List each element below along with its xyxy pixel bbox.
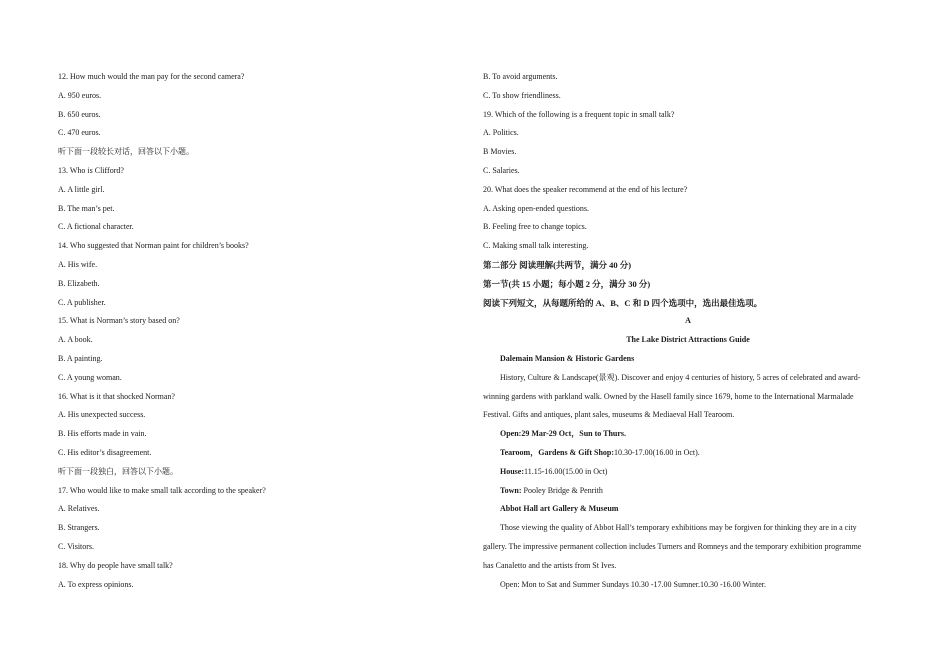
option-16b: B. His efforts made in vain. bbox=[58, 429, 147, 439]
option-13b: B. The man’s pet. bbox=[58, 203, 115, 213]
right-column bbox=[483, 72, 893, 598]
attraction-1-tearoom bbox=[483, 448, 893, 467]
option-14a: A. His wife. bbox=[58, 259, 98, 269]
question-12: 12. How much would the man pay for the second camera? bbox=[58, 72, 245, 81]
option-15a: A. A book. bbox=[58, 335, 93, 345]
attraction-1-desc-line-3: Festival. Gifts and antiques, plant sales, museums & Mediaeval Hall Tearoom. bbox=[483, 410, 735, 420]
attraction-2-name: Abbot Hall art Gallery & Museum bbox=[500, 504, 619, 514]
listening-instruction-1: 听下面一段较长对话，回答以下小题。 bbox=[58, 147, 194, 157]
option-16c: C. His editor’s disagreement. bbox=[58, 447, 152, 457]
house-hours: 11.15-16.00(15.00 in Oct) bbox=[524, 466, 608, 476]
option-14b: B. Elizabeth. bbox=[58, 278, 100, 288]
option-20b: B. Feeling free to change topics. bbox=[483, 222, 587, 232]
option-20a: A. Asking open-ended questions. bbox=[483, 203, 589, 213]
tearoom-label: Tearoom，Gardens & Gift Shop: bbox=[500, 447, 615, 457]
option-15b: B. A painting. bbox=[58, 353, 103, 363]
question-13: 13. Who is Clifford? bbox=[58, 165, 124, 175]
option-15c: C. A young woman. bbox=[58, 372, 122, 382]
option-13a: A. A little girl. bbox=[58, 184, 105, 194]
house-label: House: bbox=[500, 466, 524, 476]
attraction-1-house bbox=[483, 467, 893, 486]
left-column bbox=[58, 72, 458, 598]
question-20: 20. What does the speaker recommend at the end of his lecture? bbox=[483, 184, 688, 194]
option-20c: C. Making small talk interesting. bbox=[483, 241, 589, 251]
section-title: 第一节(共 15 小题；每小题 2 分，满分 30 分) bbox=[483, 278, 651, 289]
guide-title: The Lake District Attractions Guide bbox=[626, 335, 750, 345]
option-19c: C. Salaries. bbox=[483, 165, 520, 175]
town-label: Town: bbox=[500, 485, 522, 495]
attraction-2-desc-line-3: has Canaletto and the artists from St Ives. bbox=[483, 560, 617, 570]
listening-instruction-2: 听下面一段独白，回答以下小题。 bbox=[58, 466, 178, 476]
question-16: 16. What is it that shocked Norman? bbox=[58, 391, 175, 401]
question-17: 17. Who would like to make small talk according to the speaker? bbox=[58, 485, 266, 495]
option-18b: B. To avoid arguments. bbox=[483, 72, 558, 81]
attraction-1-desc-line-1: History, Culture & Landscape(景观). Discover and enjoy 4 centuries of history, 5 acres of celebrated and award- bbox=[500, 372, 861, 382]
option-17a: A. Relatives. bbox=[58, 504, 100, 514]
question-18: 18. Why do people have small talk? bbox=[58, 560, 173, 570]
option-12a: A. 950 euros. bbox=[58, 90, 102, 100]
option-13c: C. A fictional character. bbox=[58, 222, 134, 232]
passage-letter: A bbox=[685, 316, 691, 326]
part-title: 第二部分 阅读理解(共两节，满分 40 分) bbox=[483, 259, 632, 270]
reading-instruction: 阅读下列短文，从每题所给的 A、B、C 和 D 四个选项中，选出最佳选项。 bbox=[483, 297, 763, 308]
option-19a: A. Politics. bbox=[483, 128, 519, 138]
attraction-2-desc-line-1: Those viewing the quality of Abbot Hall’s temporary exhibitions may be forgiven for thinking they are in a city bbox=[500, 523, 857, 533]
question-19: 19. Which of the following is a frequent topic in small talk? bbox=[483, 109, 675, 119]
attraction-1-desc-line-2: winning gardens with parkland walk. Owned by the Hasell family since 1679, home to the International Marmalade bbox=[483, 391, 854, 401]
tearoom-hours: 10.30-17.00(16.00 in Oct). bbox=[614, 447, 700, 457]
option-17b: B. Strangers. bbox=[58, 523, 100, 533]
question-15: 15. What is Norman’s story based on? bbox=[58, 316, 180, 326]
option-17c: C. Visitors. bbox=[58, 541, 95, 551]
option-18c: C. To show friendliness. bbox=[483, 90, 561, 100]
option-12c: C. 470 euros. bbox=[58, 128, 101, 138]
option-14c: C. A publisher. bbox=[58, 297, 106, 307]
option-19b: B Movies. bbox=[483, 147, 517, 157]
option-12b: B. 650 euros. bbox=[58, 109, 101, 119]
option-18a: A. To express opinions. bbox=[58, 579, 134, 589]
attraction-1-town bbox=[483, 486, 893, 505]
option-16a: A. His unexpected success. bbox=[58, 410, 146, 420]
attraction-2-desc-line-2: gallery. The impressive permanent collection includes Turners and Romneys and the temporary exhibition programme bbox=[483, 541, 862, 551]
question-14: 14. Who suggested that Norman paint for children’s books? bbox=[58, 241, 249, 251]
attraction-1-name: Dalemain Mansion & Historic Gardens bbox=[500, 353, 635, 363]
town-value: Pooley Bridge & Penrith bbox=[521, 485, 603, 495]
attraction-1-open: Open:29 Mar-29 Oct，Sun to Thurs. bbox=[500, 429, 627, 439]
attraction-2-open: Open: Mon to Sat and Summer Sundays 10.30 -17.00 Sumner.10.30 -16.00 Winter. bbox=[500, 579, 766, 589]
